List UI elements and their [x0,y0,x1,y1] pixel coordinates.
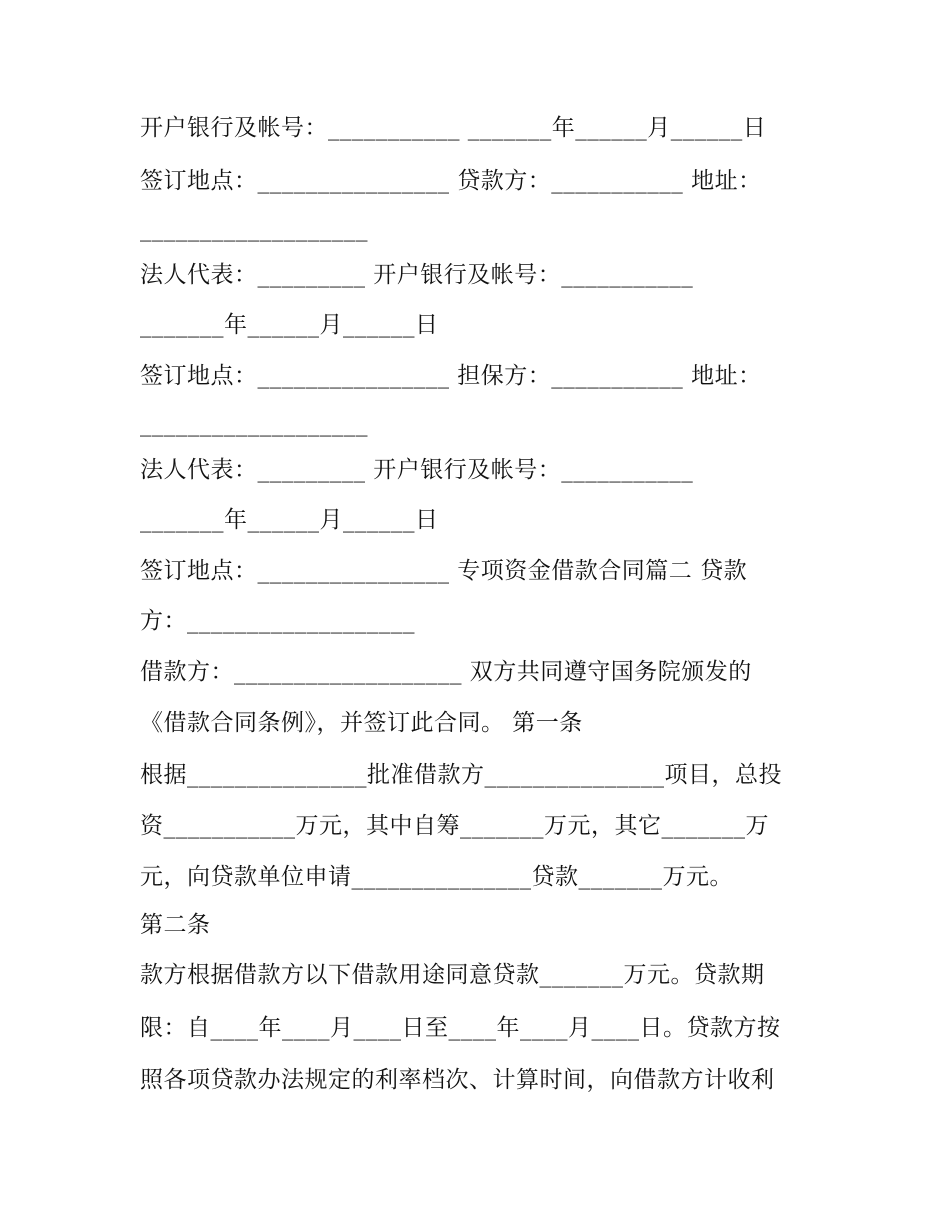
text-line: _______年______月______日 [140,312,439,338]
text-line: 法人代表：_________ 开户银行及帐号：___________ [140,262,694,288]
text-line: 法人代表：_________ 开户银行及帐号：___________ [140,457,694,483]
text-line: 款方根据借款方以下借款用途同意贷款_______万元。贷款期 [140,962,765,988]
text-line: 签订地点：________________ 贷款方：___________ 地址： [140,168,762,194]
text-line: 资___________万元，其中自筹_______万元，其它_______万 [140,813,769,839]
text-line: _______年______月______日 [140,507,439,533]
text-line: 第二条 [140,912,211,938]
text-line: 《借款合同条例》，并签订此合同。 第一条 [140,710,583,736]
text-line: ___________________ [140,216,368,242]
text-line: 限：自____年____月____日至____年____月____日。贷款方按 [140,1015,781,1041]
text-line: 开户银行及帐号：___________ _______年______月______日 [140,115,767,141]
text-line: 借款方：___________________ 双方共同遵守国务院颁发的 [140,659,752,685]
text-line: 元，向贷款单位申请_______________贷款_______万元。 [140,864,733,890]
text-line: 照各项贷款办法规定的利率档次、计算时间，向借款方计收利 [140,1067,775,1093]
text-line: 签订地点：________________ 担保方：___________ 地址： [140,363,762,389]
text-line: 方：___________________ [140,608,415,634]
text-line: 根据_______________批准借款方_______________项目，总投 [140,762,782,788]
text-line: 签订地点：________________ 专项资金借款合同篇二 贷款 [140,558,748,584]
text-line: ___________________ [140,411,368,437]
